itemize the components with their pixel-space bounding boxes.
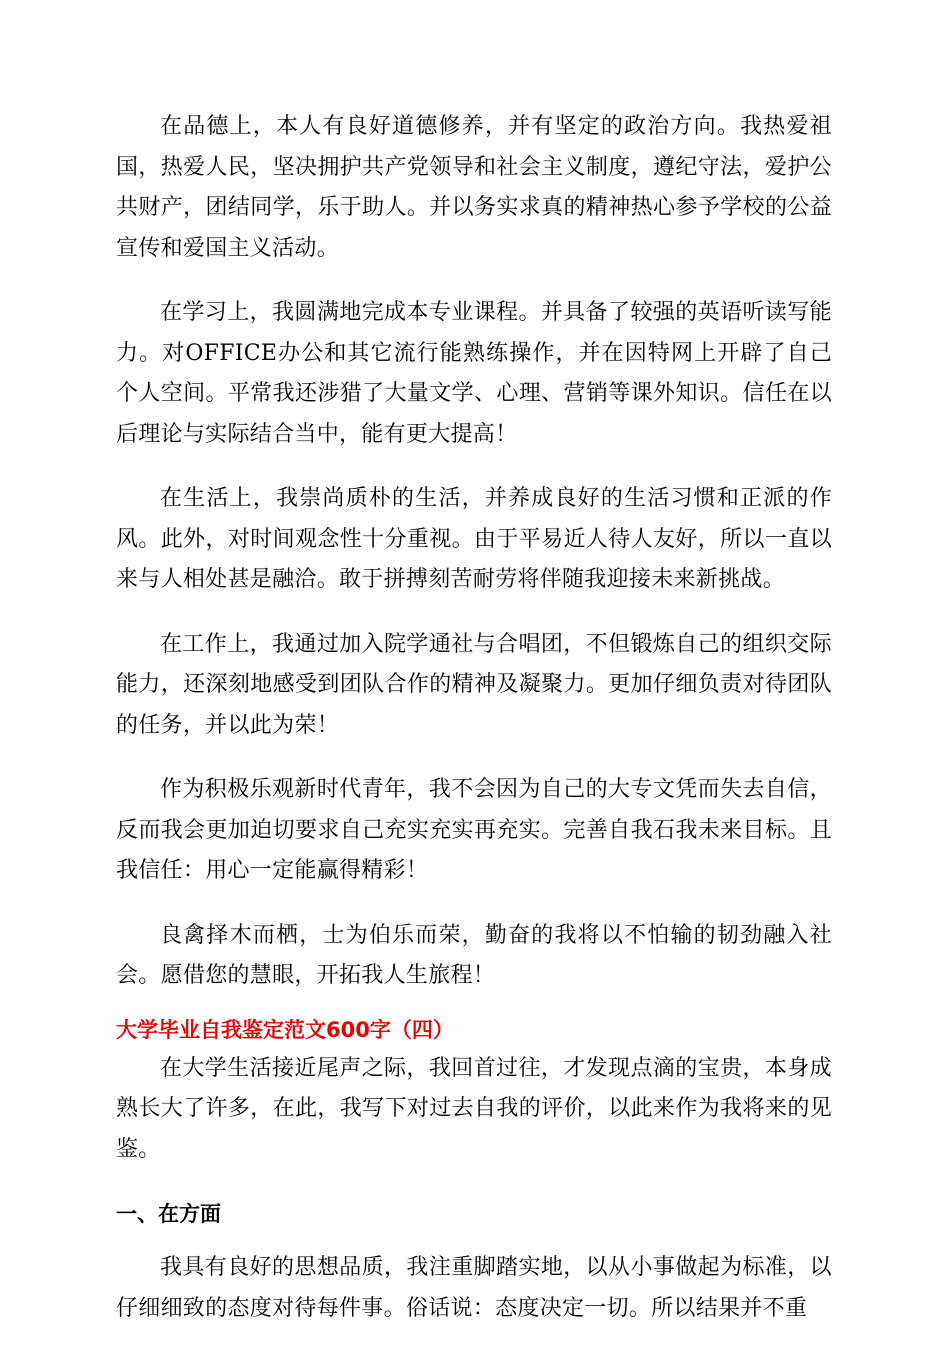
document-page: [116, 107, 832, 1353]
paragraph-life: 在生活上，我崇尚质朴的生活，并养成良好的生活习惯和正派的作风。此外，对时间观念性十分重视。由于平易近人待人友好，所以一直以来与人相处甚是融洽。敢于拼搏刻苦耐劳将伴随我迎接未来新挑战。: [116, 486, 832, 592]
paragraph-study: 在学习上，我圆满地完成本专业课程。并具备了较强的英语听读写能力。对OFFICE办公和其它流行能熟练操作，并在因特网上开辟了自己个人空间。平常我还涉猎了大量文学、心理、营销等课外知识。信任在以后理论与实际结合当中，能有更大提高！: [116, 300, 832, 447]
paragraph-last: 我具有良好的思想品质，我注重脚踏实地，以从小事做起为标准，以仔细细致的态度对待每件事。俗话说：态度决定一切。所以结果并不重: [116, 1255, 832, 1321]
paragraph-closing: 良禽择木而栖，士为伯乐而荣，勤奋的我将以不怕输的韧劲融入社会。愿借您的慧眼，开拓我人生旅程！: [116, 922, 832, 988]
subheading: 一、在方面: [116, 1202, 221, 1226]
paragraph-morality: 在品德上，本人有良好道德修养，并有坚定的政治方向。我热爱祖国，热爱人民，坚决拥护共产党领导和社会主义制度，遵纪守法，爱护公共财产，团结同学，乐于助人。并以务实求真的精神热心参予学校的公益宣传和爱国主义活动。: [116, 114, 832, 261]
paragraph-section-intro: 在大学生活接近尾声之际，我回首过往，才发现点滴的宝贵，本身成熟长大了许多，在此，我写下对过去自我的评价，以此来作为我将来的见鉴。: [116, 1055, 832, 1162]
paragraph-work: 在工作上，我通过加入院学通社与合唱团，不但锻炼自己的组织交际能力，还深刻地感受到团队合作的精神及凝聚力。更加仔细负责对待团队的任务，并以此为荣！: [116, 631, 832, 738]
paragraph-youth: 作为积极乐观新时代青年，我不会因为自己的大专文凭而失去自信，反而我会更加迫切要求自己充实充实再充实。完善自我石我未来目标。且我信任：用心一定能赢得精彩！: [116, 777, 832, 883]
section-title: 大学毕业自我鉴定范文600字（四）: [116, 1017, 454, 1042]
